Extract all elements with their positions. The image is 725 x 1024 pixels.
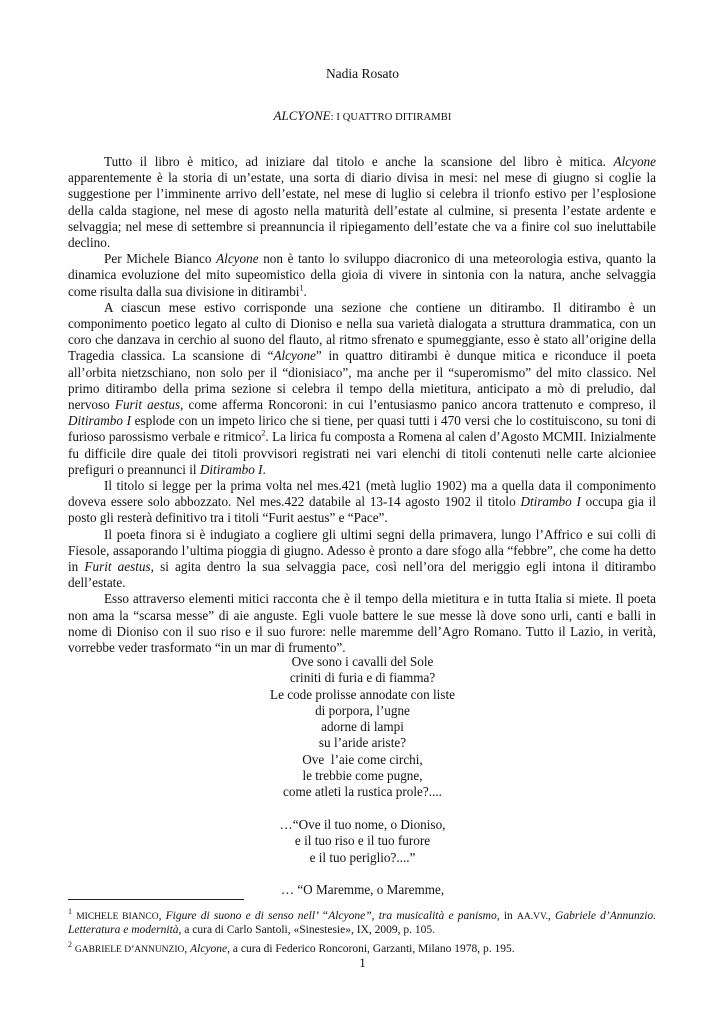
poem-line: Ove sono i cavalli del Sole xyxy=(291,654,434,669)
poem-stanza-3 xyxy=(0,882,725,898)
essay-title xyxy=(0,108,725,124)
paragraph-1 xyxy=(68,154,656,251)
footnote-separator xyxy=(68,899,244,900)
poem-line: adorne di lampi xyxy=(321,719,404,735)
poem-stanza-1 xyxy=(0,654,725,801)
italic-run: Furit aestus xyxy=(84,559,151,575)
text-run: , a cura di Carlo Santoli, «Sinestesie», IX, 2009, p. 105. xyxy=(178,924,436,937)
poem-stanza-2 xyxy=(0,817,725,866)
italic-run: Furit aestus xyxy=(114,397,181,413)
poem-line: …“Ove il tuo nome, o Dioniso, xyxy=(279,816,446,832)
footnote-book: Gabriele d’Annunzio. Letteratura e modernità xyxy=(68,909,657,937)
text-run: occupa gia il posto gli resterà definitivo tra i titoli “Furit aestus” e “Pace”. xyxy=(68,494,657,526)
footnote-author: GABRIELE D’ANNUNZIO xyxy=(74,944,185,955)
poem-line: come atleti la rustica prole?.... xyxy=(283,784,442,800)
text-run: . La lirica fu composta a Romena al calen d’Agosto MCMII. Inizialmente fu difficile dire quale dei titoli provvisori registrati nei vari elenchi di titoli contenuti nelle carte alcioniee prefiguri o preannunci il xyxy=(68,429,656,477)
italic-run: Alcyone xyxy=(216,251,259,267)
text-run: Il poeta finora si è indugiato a cogliere gli ultimi segni della primavera, lungo l’Affrico e sui colli di Fiesole, assaporando l’ultima pioggia di giugno. Adesso è pronto a dare sfogo alla “febbre”, che come ha detto in xyxy=(68,526,656,575)
text-run: , xyxy=(547,909,556,922)
text-run: . xyxy=(262,461,266,477)
author-name: Nadia Rosato xyxy=(325,66,400,81)
text-run: AA.VV. xyxy=(516,911,548,922)
footnote-ref-2[interactable]: 2 xyxy=(261,429,266,439)
footnote-author: MICHELE BIANCO xyxy=(76,911,159,922)
paragraph-6: Esso attraverso elementi mitici racconta che è il tempo della mietitura e in tutta Italia si miete. Il poeta non ama la “scarsa messe” di aie anguste. Egli vuole battere le sue messe là dove sono urli, canti e balli in nome di Dioniso con il suo riso e il suo furore: nelle maremme dell’Agro Romano. Tutto il Lazio, in verità, vorrebbe veder trasformato “in un mar di frumento”. xyxy=(68,591,656,656)
poem-quote xyxy=(0,654,725,915)
paragraph-3 xyxy=(68,300,656,478)
text-run: A ciascun mese estivo corrisponde una sezione che contiene un ditirambo. Il ditirambo è un componimento poetico legato al culto di Dioniso e nella sua varietà dialogata a struttura drammatica, con un coro che danzava in cerchio al suono del flauto, al ritmo sfrenato e spumeggiante, esso è stato all’origine della Tragedia classica. La scansione di “ xyxy=(68,299,656,364)
text-run: , si agita dentro la sua selvaggia pace, così nell’ora del meriggio egli intona il ditirambo dell’estate. xyxy=(68,559,656,591)
italic-run: Dtirambo I xyxy=(520,494,581,510)
text-run: , xyxy=(184,942,191,955)
body-text xyxy=(68,154,656,656)
text-run: ” in quattro ditirambi è dunque mitica e riconduce il poeta all’orbita nietzschiano, non solo per il “dionisiaco”, ma anche per il “superomismo” del mito classico. Nel primo ditirambo della prima sezione si celebra il tempo della mietitura, anticipato a mò di preludio, dal nervoso xyxy=(68,348,656,413)
text-run: . xyxy=(303,283,307,299)
text-run: , a cura di Federico Roncoroni, Garzanti, Milano 1978, p. 195. xyxy=(227,942,515,955)
paragraph-5 xyxy=(68,527,656,592)
footnote-1 xyxy=(68,905,656,938)
title-rest: : I QUATTRO DITIRAMBI xyxy=(330,112,452,123)
paragraph-2 xyxy=(68,251,656,300)
italic-run: Alcyone xyxy=(273,348,316,364)
footnote-mark: 1 xyxy=(68,907,72,916)
text-run: apparentemente è la storia di un’estate, una sorta di diario divisa in mesi: nel mese di giugno si coglie la suggestione per l’imminente arrivo dell’estate, nel mese di luglio si celebra il trionfo estivo per l’esplosione della calda stagione, nel mese di agosto nella maturità dell’estate al culmine, si presenta l’estate ardente e selvaggia; nel mese di settembre si preannuncia il ripiegamento dell’estate che va a finire col suo ineluttabile declino. xyxy=(68,170,656,251)
page-number: 1 xyxy=(359,955,366,970)
paragraph-4 xyxy=(68,478,656,527)
text-run: non è tanto lo sviluppo diacronico di una meteorologia estiva, quanto la dinamica evoluzione del mito supeomistico della gioia di vivere in sintonia con la natura, anche selvaggia come risulta dalla sua divisione in ditirambi xyxy=(68,251,657,299)
italic-run: Alcyone xyxy=(613,154,656,169)
poem-line: Le code prolisse annodate con liste xyxy=(270,686,455,702)
poem-line: e il tuo periglio?....” xyxy=(309,849,416,865)
poem-line: su l’aride ariste? xyxy=(318,735,407,751)
text-run: , xyxy=(158,909,166,922)
poem-line: di porpora, l’ugne xyxy=(315,702,410,718)
text-run: Tutto il libro è mitico, ad iniziare dal titolo e anche la scansione del libro è mitica. xyxy=(104,154,614,169)
italic-run: Ditirambo I xyxy=(199,461,263,477)
italic-run: Ditirambo I xyxy=(68,413,131,429)
poem-line: Ove l’aie come circhi, xyxy=(302,751,423,767)
footnote-ref-1[interactable]: 1 xyxy=(299,283,304,293)
text-run: Per Michele Bianco xyxy=(104,251,217,267)
footnote-title: Alcyone xyxy=(190,942,228,955)
poem-line: le trebbie come pugne, xyxy=(302,768,423,784)
text-run: in xyxy=(499,909,517,922)
text-run: Il titolo si legge per la prima volta nel mes.421 (metà luglio 1902) ma a quella data il componimento doveva essere solo abbozzato. Nel mes.422 databile al 13-14 agosto 1902 il titolo xyxy=(68,478,656,510)
text-run: esplode con un impeto lirico che si tiene, per quasi tutti i 470 versi che lo costituiscono, su toni di furioso parossismo verbale e ritmico xyxy=(68,413,656,445)
footnote-title: Figure di suono e di senso nell’ “Alcyone”, tra musicalità e panismo, xyxy=(165,909,500,922)
poem-line: … “O Maremme, o Maremme, xyxy=(280,882,445,898)
footnote-mark: 2 xyxy=(68,940,72,950)
footnotes xyxy=(68,905,656,957)
poem-line: criniti di furia e di fiamma? xyxy=(289,670,436,686)
title-italic: ALCYONE xyxy=(273,108,331,123)
text-run: , come afferma Roncoroni: in cui l’entusiasmo panico ancora trattenuto e compreso, il xyxy=(180,397,656,413)
poem-line: e il tuo riso e il tuo furore xyxy=(294,833,431,849)
